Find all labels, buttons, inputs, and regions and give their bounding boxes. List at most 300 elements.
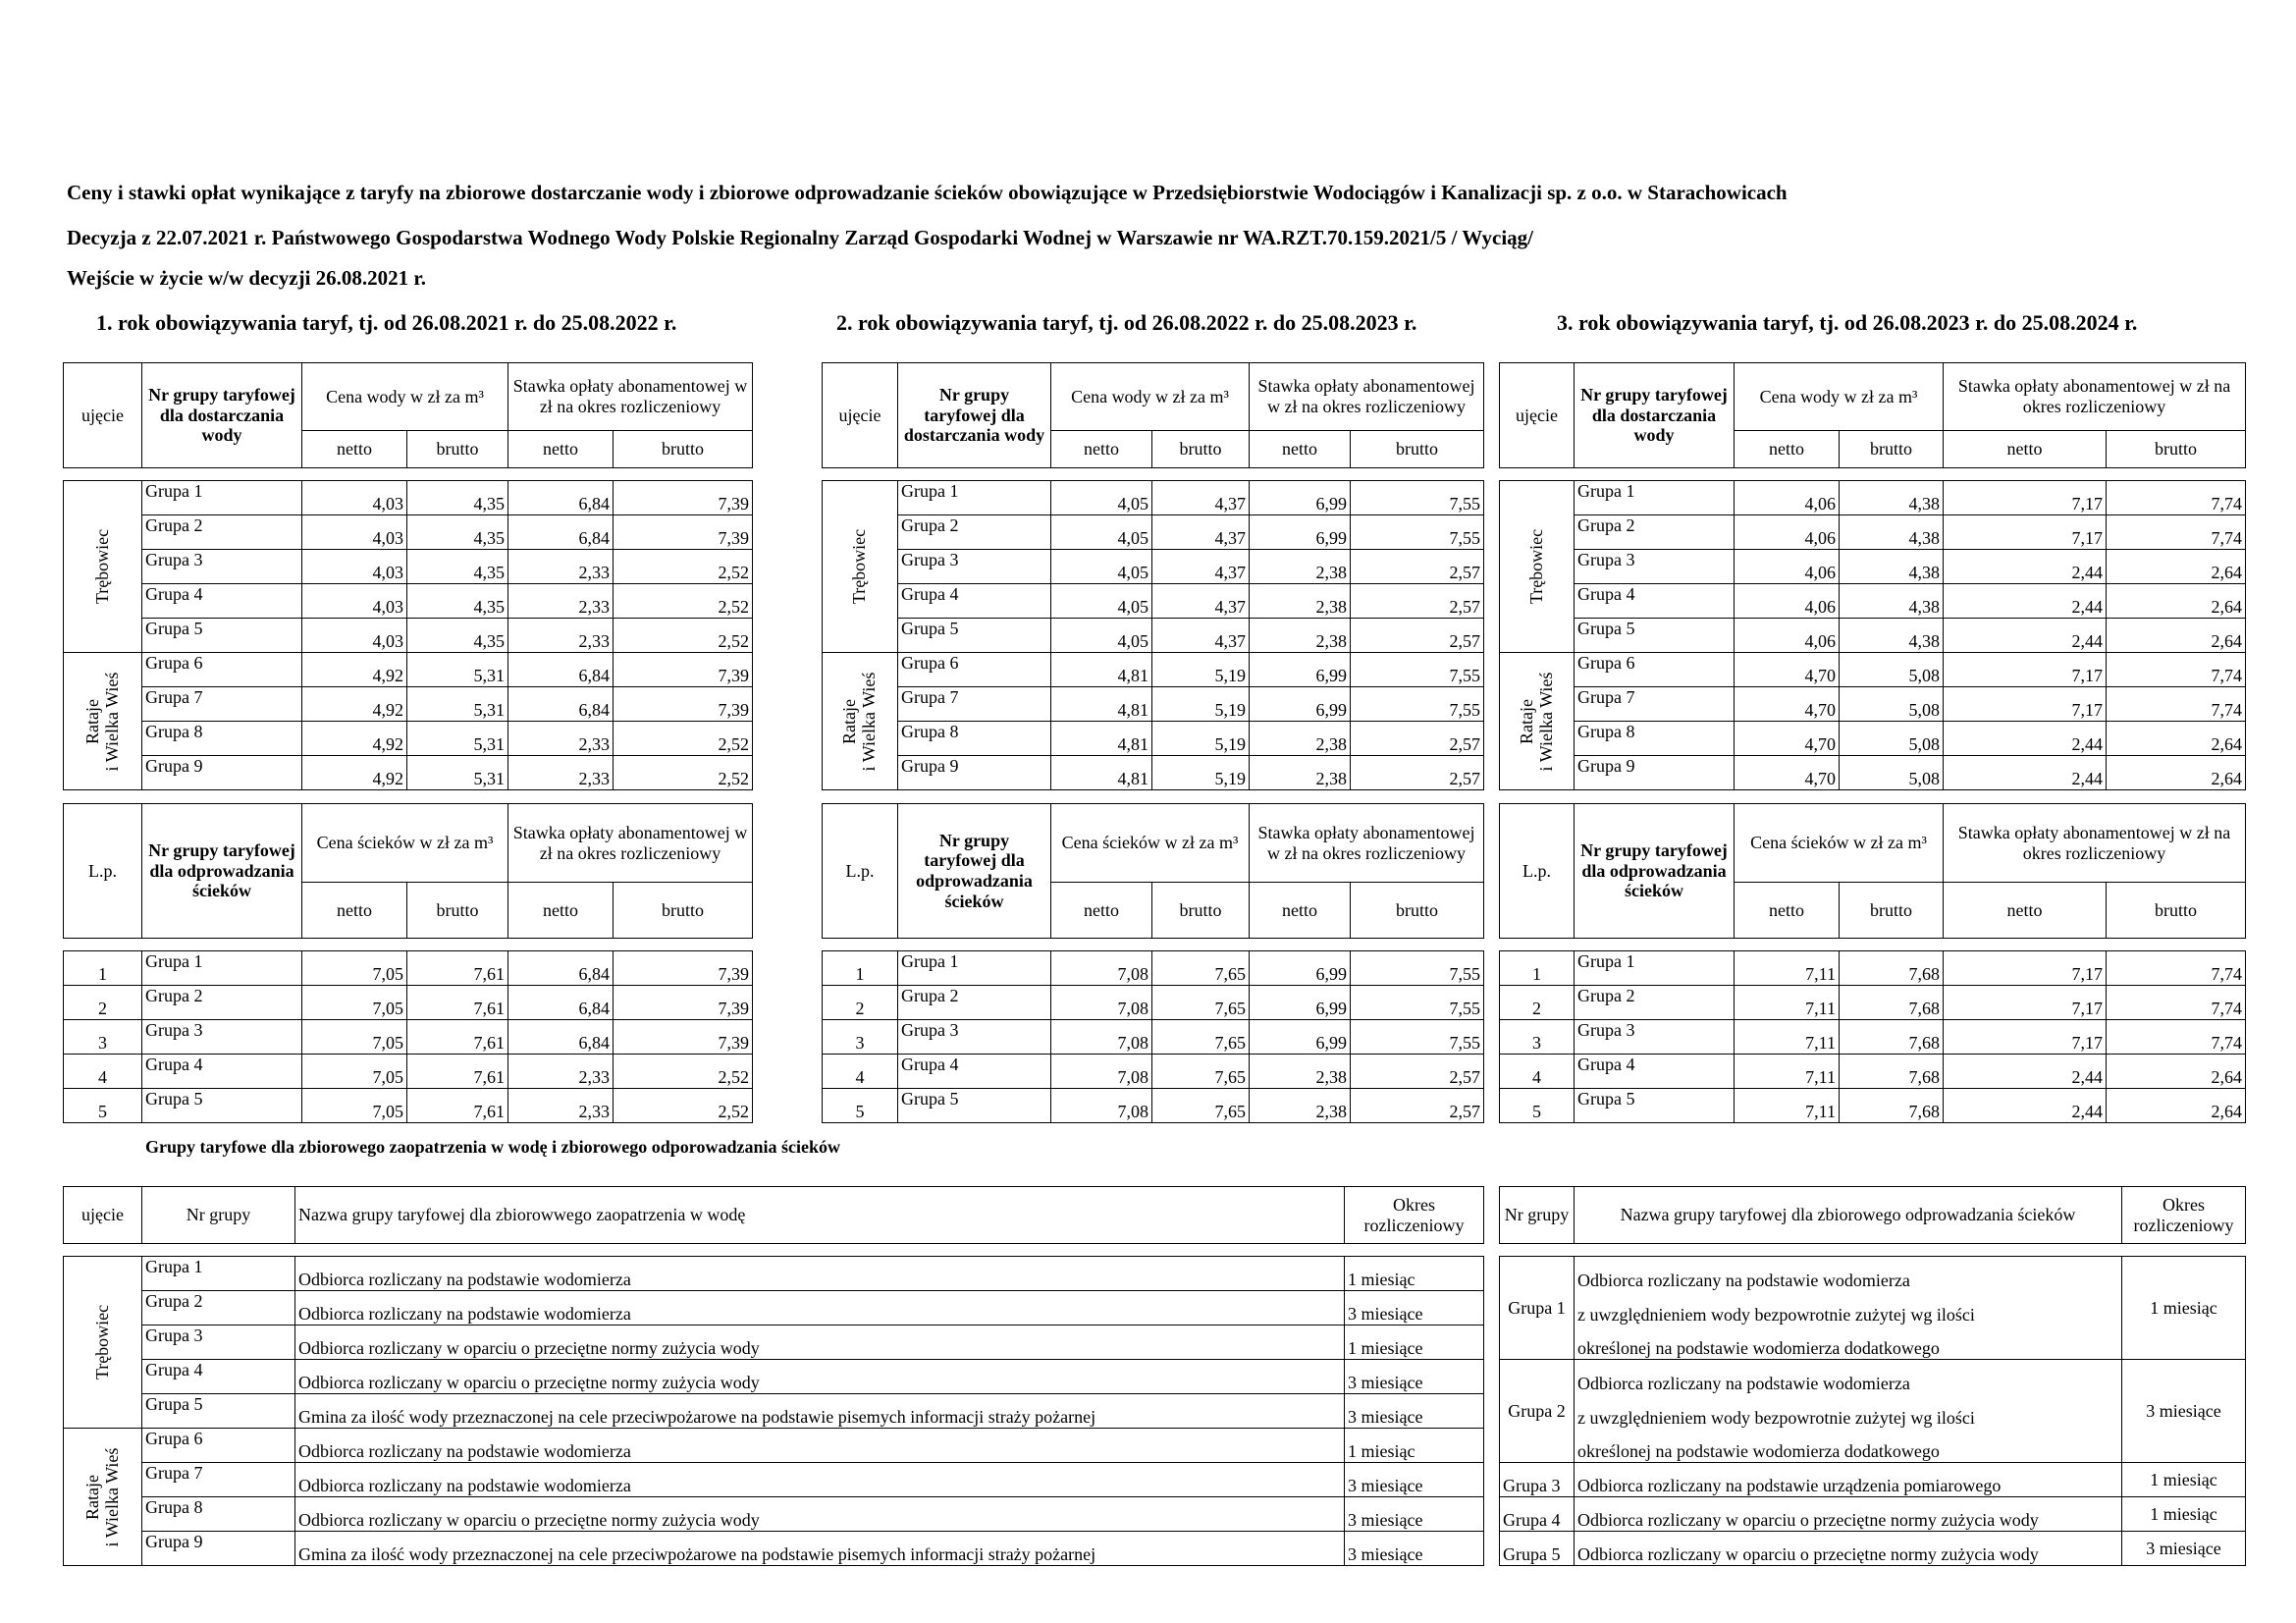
table-row (1500, 619, 2246, 653)
lp-cell: 5 (823, 1089, 898, 1123)
price-netto-cell: 7,05 (302, 1089, 407, 1123)
group-description-line: określonej na podstawie wodomierza dodatkowego (1575, 1325, 2122, 1360)
table-row (823, 1089, 1484, 1123)
group-name-cell: Grupa 3 (142, 1020, 302, 1055)
fee-netto-cell: 2,38 (1250, 584, 1351, 619)
fee-netto-cell: 6,99 (1250, 986, 1351, 1020)
group-name-cell: Grupa 2 (142, 986, 302, 1020)
price-brutto-cell: 5,19 (1152, 687, 1250, 722)
price-netto-cell: 7,08 (1051, 986, 1152, 1020)
group-name-cell: Grupa 6 (1575, 653, 1735, 687)
water-price-header: Cena wody w zł za m³ (1735, 363, 1944, 431)
table-row (64, 1497, 1484, 1532)
period-cell: 3 miesiące (2122, 1360, 2246, 1463)
brutto-header: brutto (1840, 883, 1944, 939)
table-row (64, 1055, 753, 1089)
price-brutto-cell: 4,38 (1840, 619, 1944, 653)
price-netto-cell: 4,70 (1735, 756, 1840, 790)
table-row (823, 515, 1484, 550)
fee-brutto-cell: 2,64 (2107, 1055, 2246, 1089)
price-brutto-cell: 5,19 (1152, 756, 1250, 790)
fee-brutto-cell: 2,52 (614, 1055, 753, 1089)
price-netto-cell: 7,05 (302, 1020, 407, 1055)
fee-brutto-cell: 2,64 (2107, 756, 2246, 790)
period-3-title: 3. rok obowiązywania taryf, tj. od 26.08.2023 r. do 25.08.2024 r. (1557, 310, 2138, 335)
fee-brutto-cell: 2,52 (614, 722, 753, 756)
lp-cell: 2 (823, 986, 898, 1020)
location-label: Trębowiec (91, 528, 112, 605)
fee-header: Stawka opłaty abonamentowej w zł na okres rozliczeniowy (508, 363, 753, 431)
price-netto-cell: 7,05 (302, 986, 407, 1020)
group-header: Nr grupy taryfowej dla dostarczania wody (898, 363, 1051, 468)
price-netto-cell: 4,92 (302, 653, 407, 687)
table-row (64, 1257, 1484, 1291)
table-row (64, 1394, 1484, 1429)
table-row (64, 1463, 1484, 1497)
group-name-cell: Grupa 9 (142, 1532, 295, 1566)
group-name-cell: Grupa 4 (142, 584, 302, 619)
period-cell: 1 miesiące (1345, 1325, 1484, 1360)
price-brutto-cell: 7,68 (1840, 1020, 1944, 1055)
group-description-cell: Odbiorca rozliczany w oparciu o przeciętne normy zużycia wody (295, 1497, 1345, 1532)
decision-line: Decyzja z 22.07.2021 r. Państwowego Gospodarstwa Wodnego Wody Polskie Regionalny Zarząd Gospodarki Wodnej w Warszawie nr WA.RZT.70.159.2021/5 / Wyciąg/ (67, 226, 1534, 249)
fee-netto-cell: 2,44 (1944, 550, 2107, 584)
fee-netto-header: netto (1944, 431, 2107, 468)
price-netto-cell: 4,06 (1735, 584, 1840, 619)
period-header: Okres rozliczeniowy (2122, 1187, 2246, 1244)
table-row (823, 481, 1484, 515)
fee-netto-cell: 6,84 (508, 986, 614, 1020)
price-netto-cell: 4,70 (1735, 722, 1840, 756)
group-name-cell: Grupa 3 (142, 1325, 295, 1360)
location-line-1: Rataje (81, 698, 102, 744)
fee-brutto-header: brutto (614, 431, 753, 468)
table-row (64, 951, 753, 986)
period-cell: 1 miesiąc (2122, 1463, 2246, 1497)
fee-brutto-cell: 7,74 (2107, 515, 2246, 550)
group-name-cell: Grupa 7 (142, 1463, 295, 1497)
period-cell: 3 miesiące (1345, 1360, 1484, 1394)
lp-cell: 5 (64, 1089, 142, 1123)
brutto-header: brutto (1840, 431, 1944, 468)
price-netto-cell: 7,11 (1735, 1089, 1840, 1123)
price-netto-cell: 7,08 (1051, 951, 1152, 986)
location-trebowiec (64, 481, 142, 653)
intake-header: ujęcie (64, 1187, 142, 1244)
price-brutto-cell: 4,35 (407, 550, 508, 584)
fee-netto-cell: 6,99 (1250, 951, 1351, 986)
fee-header: Stawka opłaty abonamentowej w zł na okres rozliczeniowy (1944, 363, 2246, 431)
fee-brutto-cell: 7,55 (1351, 1020, 1484, 1055)
fee-netto-cell: 6,84 (508, 951, 614, 986)
fee-netto-cell: 2,44 (1944, 1089, 2107, 1123)
fee-brutto-cell: 2,57 (1351, 722, 1484, 756)
group-name-cell: Grupa 8 (142, 722, 302, 756)
fee-brutto-header: brutto (1351, 883, 1484, 939)
location-rataje (64, 653, 142, 790)
fee-netto-cell: 2,44 (1944, 1055, 2107, 1089)
fee-brutto-cell: 2,52 (614, 584, 753, 619)
price-brutto-cell: 4,37 (1152, 550, 1250, 584)
spacer (64, 1244, 1484, 1257)
fee-brutto-cell: 7,74 (2107, 653, 2246, 687)
group-name-cell: Grupa 6 (898, 653, 1051, 687)
table-row (1500, 1020, 2246, 1055)
group-header: Nr grupy taryfowej dla odprowadzania ścieków (898, 804, 1051, 939)
group-description-cell: Odbiorca rozliczany na podstawie wodomierza (295, 1463, 1345, 1497)
fee-netto-cell: 6,99 (1250, 481, 1351, 515)
group-name-header: Nazwa grupy taryfowej dla zbiorowwego zaopatrzenia w wodę (295, 1187, 1345, 1244)
price-brutto-cell: 4,35 (407, 481, 508, 515)
fee-netto-cell: 6,84 (508, 653, 614, 687)
group-name-cell: Grupa 3 (898, 1020, 1051, 1055)
fee-netto-cell: 2,38 (1250, 1055, 1351, 1089)
location-label (83, 1447, 123, 1546)
fee-netto-cell: 6,99 (1250, 1020, 1351, 1055)
fee-brutto-cell: 2,64 (2107, 1089, 2246, 1123)
group-name-cell: Grupa 3 (898, 550, 1051, 584)
price-netto-cell: 4,06 (1735, 481, 1840, 515)
group-name-cell: Grupa 4 (1575, 584, 1735, 619)
price-netto-cell: 4,92 (302, 756, 407, 790)
fee-netto-header: netto (1944, 883, 2107, 939)
group-name-cell: Grupa 4 (898, 1055, 1051, 1089)
group-description-line: z uwzględnieniem wody bezpowrotnie zużytej wg ilości (1575, 1291, 2122, 1325)
group-name-cell: Grupa 7 (142, 687, 302, 722)
price-brutto-cell: 5,08 (1840, 756, 1944, 790)
netto-header: netto (1735, 883, 1840, 939)
fee-brutto-cell: 2,64 (2107, 722, 2246, 756)
group-name-cell: Grupa 1 (142, 1257, 295, 1291)
group-name-cell: Grupa 8 (142, 1497, 295, 1532)
table-row (1500, 756, 2246, 790)
sewage-price-table-3 (1499, 803, 2246, 1123)
table-row (1500, 1055, 2246, 1089)
fee-brutto-cell: 2,57 (1351, 756, 1484, 790)
fee-brutto-cell: 2,57 (1351, 1089, 1484, 1123)
group-name-cell: Grupa 9 (142, 756, 302, 790)
lp-cell: 1 (1500, 951, 1575, 986)
fee-brutto-cell: 7,39 (614, 951, 753, 986)
price-brutto-cell: 5,31 (407, 653, 508, 687)
group-name-cell: Grupa 1 (1575, 481, 1735, 515)
price-netto-cell: 4,05 (1051, 515, 1152, 550)
table-row (64, 1325, 1484, 1360)
group-name-cell: Grupa 2 (898, 986, 1051, 1020)
fee-brutto-header: brutto (1351, 431, 1484, 468)
group-description-line: z uwzględnieniem wody bezpowrotnie zużytej wg ilości (1575, 1394, 2122, 1429)
fee-brutto-cell: 7,55 (1351, 515, 1484, 550)
fee-brutto-header: brutto (2107, 431, 2246, 468)
price-netto-cell: 4,06 (1735, 550, 1840, 584)
price-brutto-cell: 4,35 (407, 584, 508, 619)
location-trebowiec (823, 481, 898, 653)
water-price-table-2 (822, 362, 1484, 790)
price-netto-cell: 7,11 (1735, 986, 1840, 1020)
location-line-2: i Wielka Wieś (101, 672, 122, 771)
price-brutto-cell: 5,31 (407, 687, 508, 722)
fee-brutto-cell: 2,64 (2107, 550, 2246, 584)
fee-netto-cell: 2,33 (508, 550, 614, 584)
intake-header: ujęcie (64, 363, 142, 468)
group-description-cell: Gmina za ilość wody przeznaczonej na cele przeciwpożarowe na podstawie pisemych informacji straży pożarnej (295, 1394, 1345, 1429)
fee-netto-cell: 2,38 (1250, 550, 1351, 584)
group-name-cell: Grupa 1 (898, 951, 1051, 986)
group-header: Nr grupy taryfowej dla odprowadzania ścieków (1575, 804, 1735, 939)
table-row (64, 1360, 1484, 1394)
fee-netto-header: netto (508, 883, 614, 939)
fee-brutto-header: brutto (614, 883, 753, 939)
period-cell: 3 miesiące (2122, 1532, 2246, 1566)
group-name-cell: Grupa 5 (1575, 1089, 1735, 1123)
price-brutto-cell: 7,61 (407, 1020, 508, 1055)
table-row (64, 653, 753, 687)
group-name-cell: Grupa 4 (898, 584, 1051, 619)
table-row (64, 986, 753, 1020)
table-row (1500, 653, 2246, 687)
sewage-price-header: Cena ścieków w zł za m³ (1735, 804, 1944, 883)
group-name-cell: Grupa 9 (1575, 756, 1735, 790)
price-brutto-cell: 7,68 (1840, 951, 1944, 986)
spacer (823, 468, 1484, 481)
fee-brutto-cell: 7,39 (614, 1020, 753, 1055)
sewage-price-header: Cena ścieków w zł za m³ (1051, 804, 1250, 883)
lp-header: L.p. (823, 804, 898, 939)
table-row (1500, 687, 2246, 722)
price-netto-cell: 7,11 (1735, 1055, 1840, 1089)
price-brutto-cell: 4,37 (1152, 619, 1250, 653)
price-brutto-cell: 4,38 (1840, 584, 1944, 619)
fee-brutto-cell: 7,39 (614, 687, 753, 722)
group-name-cell: Grupa 5 (1500, 1532, 1575, 1566)
price-netto-cell: 7,05 (302, 951, 407, 986)
price-netto-cell: 4,03 (302, 515, 407, 550)
price-netto-cell: 7,08 (1051, 1089, 1152, 1123)
price-brutto-cell: 4,35 (407, 515, 508, 550)
price-netto-cell: 4,05 (1051, 481, 1152, 515)
netto-header: netto (1051, 431, 1152, 468)
group-description-cell: Gmina za ilość wody przeznaczonej na cele przeciwpożarowe na podstawie pisemych informacji straży pożarnej (295, 1532, 1345, 1566)
group-header: Nr grupy (142, 1187, 295, 1244)
price-netto-cell: 4,03 (302, 550, 407, 584)
group-name-cell: Grupa 3 (142, 550, 302, 584)
group-name-cell: Grupa 6 (142, 1429, 295, 1463)
lp-cell: 4 (823, 1055, 898, 1089)
group-name-cell: Grupa 6 (142, 653, 302, 687)
spacer (64, 939, 753, 951)
fee-netto-cell: 2,38 (1250, 1089, 1351, 1123)
fee-brutto-cell: 2,57 (1351, 550, 1484, 584)
fee-brutto-cell: 7,55 (1351, 687, 1484, 722)
group-name-cell: Grupa 2 (142, 1291, 295, 1325)
group-name-cell: Grupa 5 (1575, 619, 1735, 653)
fee-brutto-cell: 2,52 (614, 550, 753, 584)
fee-netto-cell: 7,17 (1944, 515, 2107, 550)
price-brutto-cell: 4,37 (1152, 481, 1250, 515)
period-cell: 1 miesiąc (2122, 1497, 2246, 1532)
group-name-cell: Grupa 2 (898, 515, 1051, 550)
table-row (823, 756, 1484, 790)
price-brutto-cell: 5,31 (407, 722, 508, 756)
effective-date-line: Wejście w życie w/w decyzji 26.08.2021 r. (67, 266, 427, 290)
lp-cell: 3 (1500, 1020, 1575, 1055)
table-row (64, 584, 753, 619)
price-brutto-cell: 4,38 (1840, 550, 1944, 584)
fee-brutto-cell: 7,39 (614, 515, 753, 550)
fee-netto-cell: 6,84 (508, 481, 614, 515)
price-brutto-cell: 7,61 (407, 986, 508, 1020)
price-brutto-cell: 7,65 (1152, 1020, 1250, 1055)
spacer (1500, 468, 2246, 481)
period-cell: 3 miesiące (1345, 1291, 1484, 1325)
location-line-2: i Wielka Wieś (1535, 672, 1556, 771)
group-name-cell: Grupa 3 (1575, 550, 1735, 584)
table-row (1500, 1089, 2246, 1123)
price-netto-cell: 4,05 (1051, 550, 1152, 584)
price-netto-cell: 4,05 (1051, 619, 1152, 653)
group-name-cell: Grupa 1 (142, 951, 302, 986)
group-name-cell: Grupa 1 (142, 481, 302, 515)
fee-brutto-cell: 7,74 (2107, 1020, 2246, 1055)
location-line-2: i Wielka Wieś (101, 1447, 122, 1546)
lp-cell: 5 (1500, 1089, 1575, 1123)
group-description-cell: Odbiorca rozliczany w oparciu o przeciętne normy zużycia wody (1575, 1532, 2122, 1566)
table-row (823, 986, 1484, 1020)
price-brutto-cell: 7,61 (407, 1089, 508, 1123)
fee-netto-cell: 6,84 (508, 515, 614, 550)
price-netto-cell: 4,70 (1735, 653, 1840, 687)
price-netto-cell: 4,81 (1051, 756, 1152, 790)
price-brutto-cell: 7,65 (1152, 986, 1250, 1020)
price-brutto-cell: 7,65 (1152, 1055, 1250, 1089)
group-name-cell: Grupa 5 (142, 619, 302, 653)
group-description-line: określonej na podstawie wodomierza dodatkowego (1575, 1429, 2122, 1463)
table-row (823, 584, 1484, 619)
lp-cell: 1 (823, 951, 898, 986)
group-description-cell: Odbiorca rozliczany na podstawie wodomierza (295, 1257, 1345, 1291)
lp-cell: 3 (64, 1020, 142, 1055)
table-row (64, 756, 753, 790)
table-row (64, 1089, 753, 1123)
price-netto-cell: 4,92 (302, 722, 407, 756)
table-row (1500, 584, 2246, 619)
location-line-2: i Wielka Wieś (859, 672, 879, 771)
fee-header: Stawka opłaty abonamentowej w zł na okres rozliczeniowy (1250, 363, 1484, 431)
period-cell: 1 miesiąc (1345, 1257, 1484, 1291)
table-row (1500, 1532, 2246, 1566)
table-row (64, 722, 753, 756)
fee-netto-header: netto (508, 431, 614, 468)
fee-netto-header: netto (1250, 883, 1351, 939)
group-header: Nr grupy taryfowej dla dostarczania wody (142, 363, 302, 468)
price-brutto-cell: 5,31 (407, 756, 508, 790)
fee-netto-cell: 2,33 (508, 1055, 614, 1089)
group-name-header: Nazwa grupy taryfowej dla zbiorowego odprowadzania ścieków (1575, 1187, 2122, 1244)
table-row (1500, 550, 2246, 584)
group-name-cell: Grupa 2 (1575, 515, 1735, 550)
netto-header: netto (1735, 431, 1840, 468)
fee-netto-cell: 2,33 (508, 1089, 614, 1123)
group-name-cell: Grupa 1 (1500, 1257, 1575, 1360)
price-netto-cell: 4,05 (1051, 584, 1152, 619)
table-row (64, 1429, 1484, 1463)
fee-netto-cell: 2,38 (1250, 756, 1351, 790)
table-row (1500, 951, 2246, 986)
price-brutto-cell: 7,65 (1152, 1089, 1250, 1123)
fee-netto-cell: 6,99 (1250, 515, 1351, 550)
location-label (1518, 672, 1557, 771)
location-trebowiec (64, 1257, 142, 1429)
period-cell: 3 miesiące (1345, 1497, 1484, 1532)
brutto-header: brutto (1152, 431, 1250, 468)
table-row (64, 619, 753, 653)
lp-cell: 4 (1500, 1055, 1575, 1089)
price-brutto-cell: 7,61 (407, 951, 508, 986)
price-netto-cell: 4,92 (302, 687, 407, 722)
brutto-header: brutto (1152, 883, 1250, 939)
period-cell: 1 miesiąc (2122, 1257, 2246, 1360)
fee-netto-cell: 2,44 (1944, 584, 2107, 619)
fee-netto-cell: 7,17 (1944, 1020, 2107, 1055)
fee-brutto-cell: 2,52 (614, 619, 753, 653)
fee-brutto-cell: 7,74 (2107, 481, 2246, 515)
price-brutto-cell: 5,08 (1840, 653, 1944, 687)
fee-brutto-cell: 7,55 (1351, 653, 1484, 687)
group-name-cell: Grupa 1 (898, 481, 1051, 515)
fee-brutto-cell: 7,55 (1351, 951, 1484, 986)
lp-cell: 2 (64, 986, 142, 1020)
brutto-header: brutto (407, 883, 508, 939)
table-row (1500, 722, 2246, 756)
group-description-cell: Odbiorca rozliczany w oparciu o przeciętne normy zużycia wody (295, 1360, 1345, 1394)
fee-brutto-header: brutto (2107, 883, 2246, 939)
fee-netto-cell: 2,33 (508, 756, 614, 790)
price-brutto-cell: 5,08 (1840, 687, 1944, 722)
fee-netto-cell: 2,44 (1944, 619, 2107, 653)
group-description-cell: Odbiorca rozliczany na podstawie wodomierza (295, 1429, 1345, 1463)
period-2-title: 2. rok obowiązywania taryf, tj. od 26.08.2022 r. do 25.08.2023 r. (836, 310, 1417, 335)
price-brutto-cell: 7,65 (1152, 951, 1250, 986)
price-brutto-cell: 7,61 (407, 1055, 508, 1089)
fee-brutto-cell: 7,74 (2107, 986, 2246, 1020)
price-brutto-cell: 5,08 (1840, 722, 1944, 756)
fee-netto-cell: 7,17 (1944, 687, 2107, 722)
table-row (823, 619, 1484, 653)
price-brutto-cell: 4,37 (1152, 584, 1250, 619)
group-header: Nr grupy (1500, 1187, 1575, 1244)
table-row (64, 1020, 753, 1055)
group-name-cell: Grupa 3 (1500, 1463, 1575, 1497)
intake-header: ujęcie (1500, 363, 1575, 468)
spacer (1500, 939, 2246, 951)
group-name-cell: Grupa 2 (142, 515, 302, 550)
period-cell: 1 miesiąc (1345, 1429, 1484, 1463)
fee-netto-cell: 2,44 (1944, 756, 2107, 790)
fee-netto-cell: 6,99 (1250, 653, 1351, 687)
table-row (823, 687, 1484, 722)
group-name-cell: Grupa 7 (1575, 687, 1735, 722)
table-row (823, 951, 1484, 986)
price-brutto-cell: 4,38 (1840, 515, 1944, 550)
group-description-cell: Odbiorca rozliczany na podstawie urządzenia pomiarowego (1575, 1463, 2122, 1497)
price-netto-cell: 4,03 (302, 619, 407, 653)
fee-brutto-cell: 7,74 (2107, 951, 2246, 986)
price-netto-cell: 4,03 (302, 584, 407, 619)
group-name-cell: Grupa 7 (898, 687, 1051, 722)
table-row (1500, 481, 2246, 515)
fee-brutto-cell: 2,57 (1351, 1055, 1484, 1089)
table-row (823, 1020, 1484, 1055)
